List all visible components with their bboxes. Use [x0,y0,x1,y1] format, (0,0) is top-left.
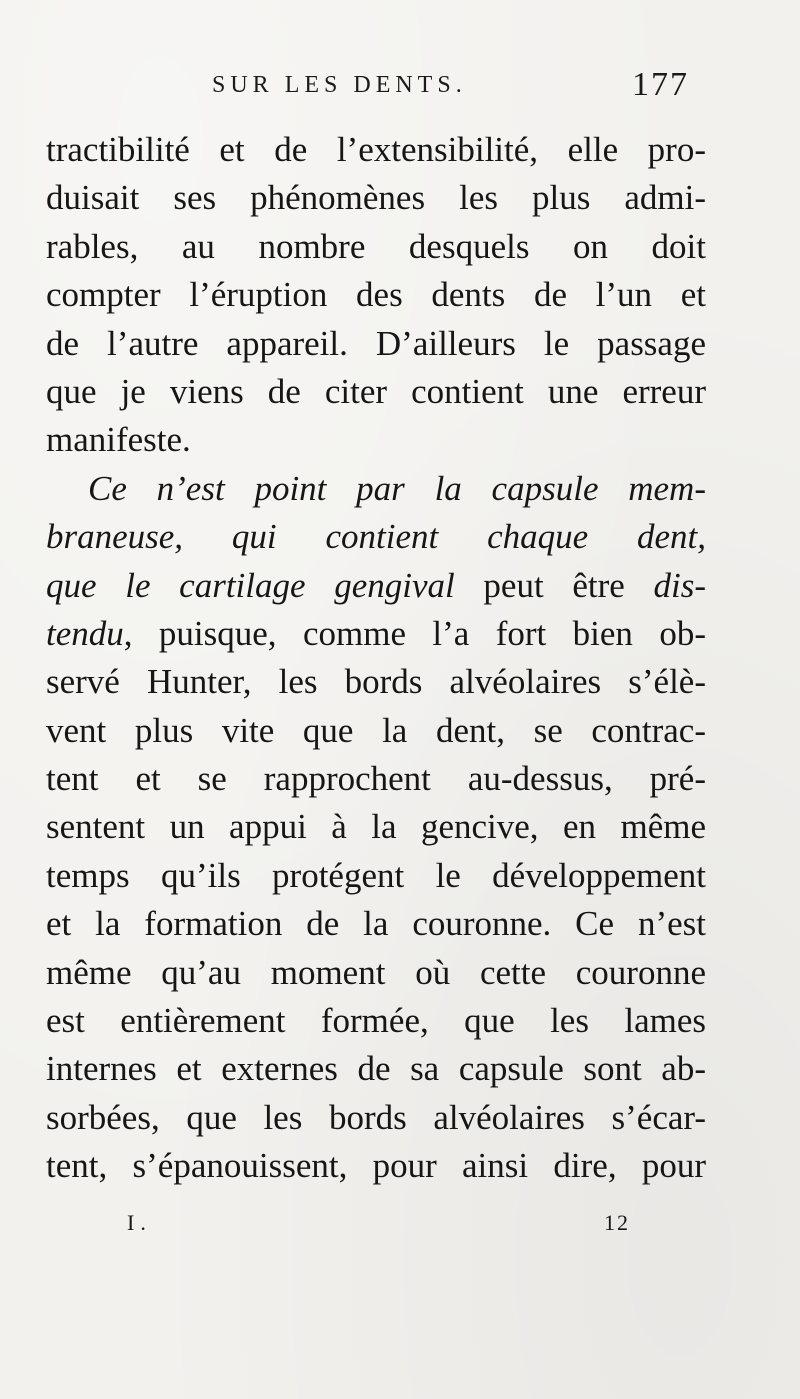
text-line [46,900,706,948]
text-run: tent et se rapprochent au-dessus, pré- [46,759,706,799]
text-line [46,1045,706,1093]
text-line [46,803,706,851]
signature-mark-right: 12 [604,1210,630,1235]
signature-mark-left: I. [127,1210,152,1235]
text-line [46,997,706,1045]
text-run: servé Hunter, les bords alvéolaires s’élè- [46,662,706,702]
text-run: temps qu’ils protégent le développement [46,855,706,895]
text-line [46,271,706,319]
text-line [46,416,706,464]
running-head: SUR LES DENTS. [212,72,467,98]
text-line [46,658,706,706]
italic-run: tendu [46,613,124,653]
text-run: vent plus vite que la dent, se contrac- [46,710,706,750]
text-run: tent, s’épanouissent, pour ainsi dire, pour [46,1146,706,1186]
text-line [46,513,706,561]
text-line [46,126,706,174]
text-line [46,562,706,610]
text-line [46,1142,706,1190]
text-line [46,707,706,755]
text-run: internes et externes de sa capsule sont ab- [46,1049,706,1089]
italic-run: dis- [653,565,706,605]
text-line [46,320,706,368]
text-line [46,755,706,803]
text-line [46,223,706,271]
text-run: duisait ses phénomènes les plus admi- [46,178,706,218]
text-run: même qu’au moment où cette couronne [46,952,706,992]
italic-run: que le cartilage gengival [46,565,455,605]
text-run: est entièrement formée, que les lames [46,1001,706,1041]
text-line [46,1094,706,1142]
text-run: rables, au nombre desquels on doit [46,226,706,266]
italic-run: Ce n’est point par la capsule mem- [88,468,706,508]
text-line [46,610,706,658]
text-line [46,465,706,513]
text-run: sentent un appui à la gencive, en même [46,807,706,847]
text-run: manifeste. [46,420,191,460]
body-text [46,126,706,1191]
text-run: de l’autre appareil. D’ailleurs le passage [46,323,706,363]
text-run: que je viens de citer contient une erreur [46,371,706,411]
text-run: et la formation de la couronne. Ce n’est [46,904,706,944]
italic-run: braneuse, qui contient chaque dent, [46,517,706,557]
text-run: compter l’éruption des dents de l’un et [46,275,706,315]
text-run: tractibilité et de l’extensibilité, elle pro- [46,130,706,169]
text-line [46,368,706,416]
text-line [46,174,706,222]
text-run: sorbées, que les bords alvéolaires s’écar- [46,1097,706,1137]
text-run: peut être [454,565,654,605]
page-number: 177 [632,66,689,103]
text-run: , puisque, comme l’a fort bien ob- [123,613,706,653]
text-line [46,949,706,997]
text-line [46,852,706,900]
